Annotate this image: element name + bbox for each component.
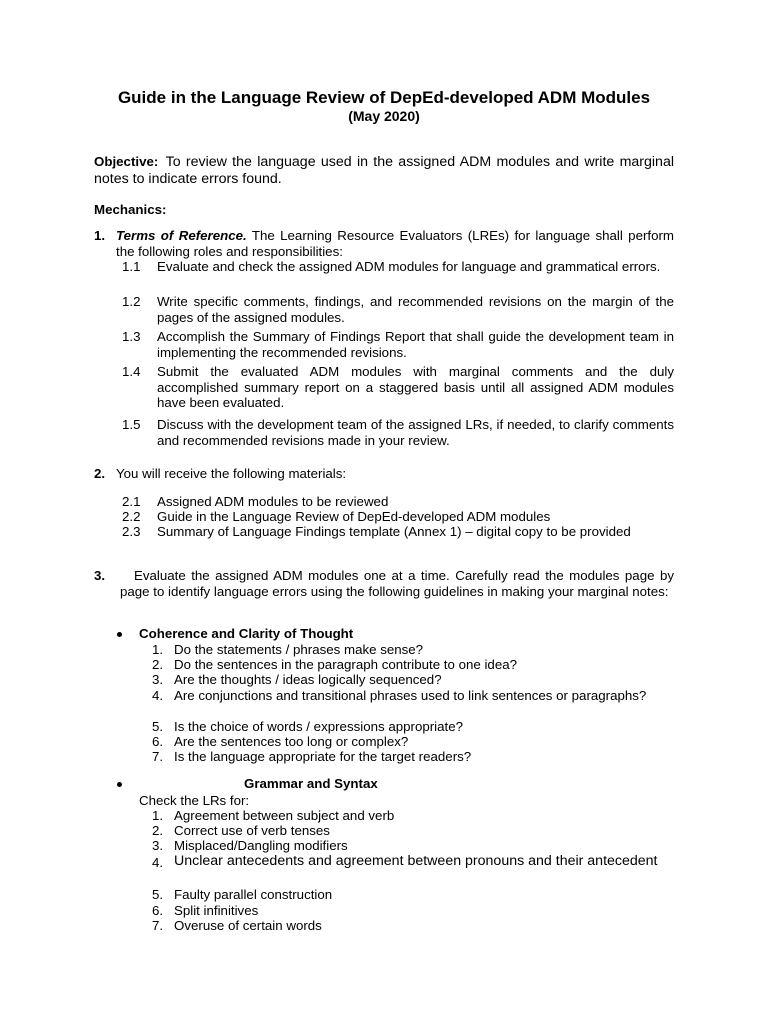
section1-item-text: Accomplish the Summary of Findings Report that shall guide the development team in implementing the recommended revisions. <box>157 329 674 360</box>
list-item: Correct use of verb tenses <box>174 823 330 838</box>
section1-item-number: 1.3 <box>122 329 141 344</box>
list-item-number: 2. <box>152 657 164 672</box>
section1-lead: Terms of Reference. <box>116 228 247 243</box>
list-item: Do the statements / phrases make sense? <box>174 642 424 657</box>
section1-item-text: Evaluate and check the assigned ADM modules for language and grammatical errors. <box>157 259 661 274</box>
list-item-number: 7. <box>152 918 164 933</box>
section1-item-number: 1.1 <box>122 259 141 274</box>
list-item-number: 1. <box>152 808 164 823</box>
list-item-number: 5. <box>152 887 164 902</box>
section1-intro <box>116 228 674 259</box>
section2-text: You will receive the following materials: <box>116 466 347 481</box>
section1-text: The Learning Resource Evaluators (LREs) for language shall perform the following roles and responsibilities: <box>116 228 674 259</box>
section2-item-text: Summary of Language Findings template (Annex 1) – digital copy to be provided <box>157 524 631 539</box>
objective-paragraph <box>94 153 674 188</box>
bullet-icon <box>117 782 122 787</box>
list-item-number: 7. <box>152 749 164 764</box>
list-item: Faulty parallel construction <box>174 887 333 902</box>
page-title: Guide in the Language Review of DepEd-developed ADM Modules <box>117 88 651 107</box>
list-item: Agreement between subject and verb <box>174 808 395 823</box>
section1-number: 1. <box>94 228 106 243</box>
list-item: Are conjunctions and transitional phrases used to link sentences or paragraphs? <box>174 688 647 703</box>
section3-text: Evaluate the assigned ADM modules one at a time. Carefully read the modules page by page to identify language errors using the following guidelines in making your marginal notes: <box>120 568 674 599</box>
list-item: Do the sentences in the paragraph contribute to one idea? <box>174 657 518 672</box>
bullet-icon <box>117 632 122 637</box>
list-item: Is the language appropriate for the target readers? <box>174 749 472 764</box>
section1-item-text: Submit the evaluated ADM modules with marginal comments and the duly accomplished summary report on a staggered basis until all assigned ADM modules have been evaluated. <box>157 364 674 410</box>
section2-item-number: 2.2 <box>122 509 141 524</box>
list-item-number: 2. <box>152 823 164 838</box>
section1-item-number: 1.2 <box>122 294 141 309</box>
section1-item-text: Write specific comments, findings, and recommended revisions on the margin of the pages of the assigned modules. <box>157 294 674 325</box>
group-heading: Coherence and Clarity of Thought <box>139 626 354 641</box>
section2-item-text: Assigned ADM modules to be reviewed <box>157 494 389 509</box>
section3-number: 3. <box>94 568 106 583</box>
list-item: Are the thoughts / ideas logically sequenced? <box>174 672 442 687</box>
section1-item-number: 1.5 <box>122 417 141 432</box>
group-intro: Check the LRs for: <box>139 793 250 808</box>
list-item: Unclear antecedents and agreement between pronouns and their antecedent <box>174 853 658 869</box>
list-item-number: 1. <box>152 642 164 657</box>
list-item: Are the sentences too long or complex? <box>174 734 409 749</box>
section2-item-number: 2.3 <box>122 524 141 539</box>
list-item: Overuse of certain words <box>174 918 322 933</box>
group-heading: Grammar and Syntax <box>244 776 378 791</box>
list-item-number: 3. <box>152 838 164 853</box>
list-item-number: 3. <box>152 672 164 687</box>
list-item-number: 5. <box>152 719 164 734</box>
section2-number: 2. <box>94 466 106 481</box>
objective-label: Objective: <box>94 154 159 169</box>
list-item: Split infinitives <box>174 903 259 918</box>
list-item-number: 6. <box>152 903 164 918</box>
list-item-number: 6. <box>152 734 164 749</box>
section2-item-number: 2.1 <box>122 494 141 509</box>
section1-item-text: Discuss with the development team of the assigned LRs, if needed, to clarify comments and recommended revisions made in your review. <box>157 417 674 448</box>
objective-text: To review the language used in the assigned ADM modules and write marginal notes to indicate errors found. <box>94 154 674 187</box>
mechanics-label: Mechanics: <box>94 202 167 217</box>
list-item: Is the choice of words / expressions appropriate? <box>174 719 463 734</box>
section1-item-number: 1.4 <box>122 364 141 379</box>
list-item: Misplaced/Dangling modifiers <box>174 838 348 853</box>
list-item-number: 4. <box>152 688 164 703</box>
section2-item-text: Guide in the Language Review of DepEd-developed ADM modules <box>157 509 551 524</box>
page-date: (May 2020) <box>348 108 420 124</box>
list-item-number: 4. <box>152 855 164 870</box>
